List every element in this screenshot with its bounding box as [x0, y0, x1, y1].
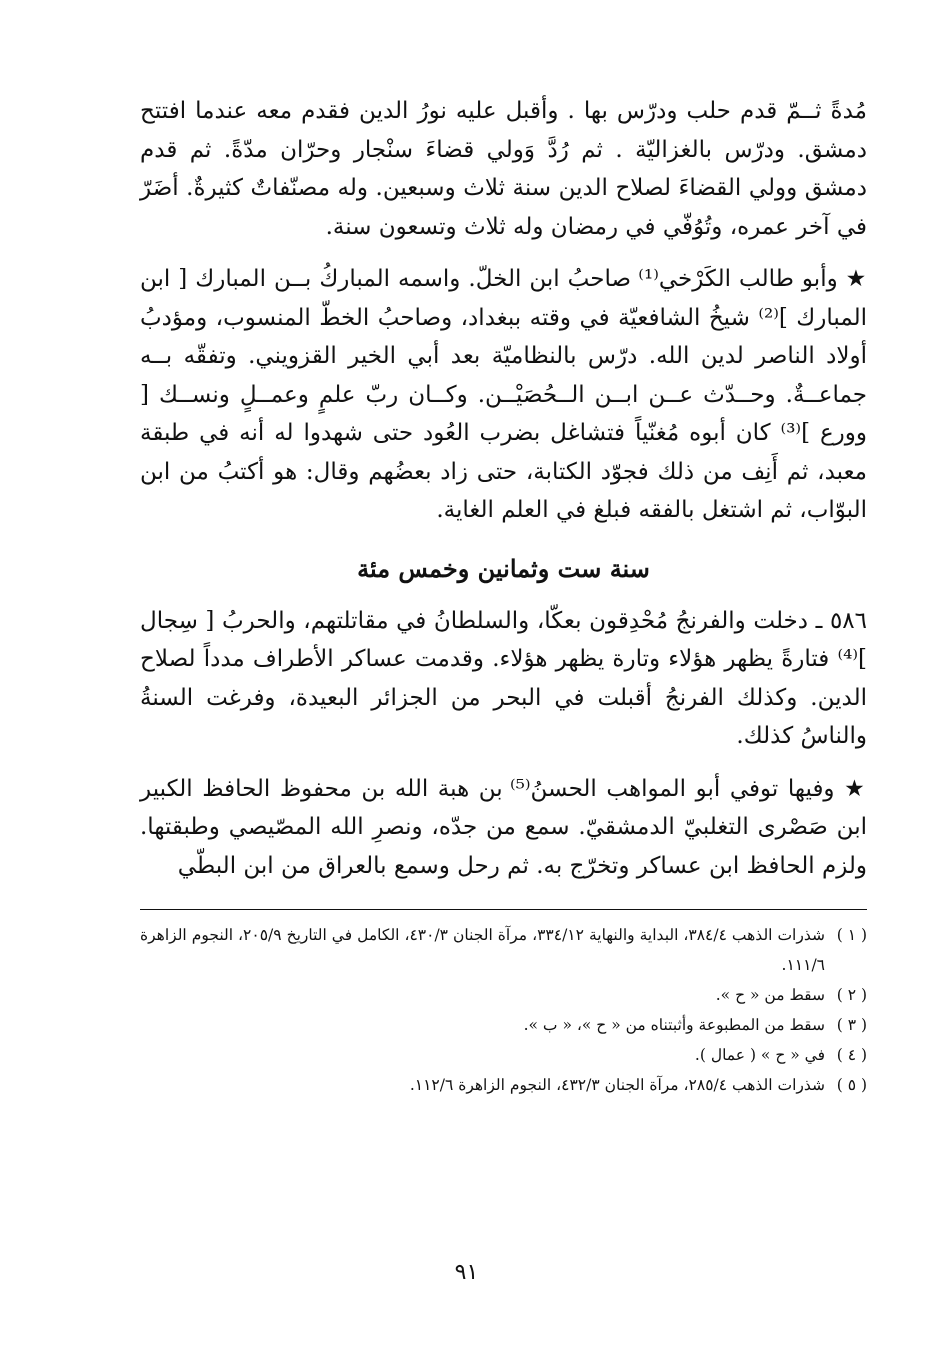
footnote-number: ( ٤ ): [836, 1046, 867, 1064]
footnote-3: [140, 1010, 867, 1040]
footnote-text: شذرات الذهب ٣٨٤/٤، البداية والنهاية ٣٣٤/١٢، مرآة الجنان ٤٣٠/٣، الكامل في التاريخ ٢٠٥/٩، النجوم الزاهرة ١١١/٦.: [140, 926, 825, 974]
footnote-4: [140, 1040, 867, 1070]
footnote-text: شذرات الذهب ٢٨٥/٤، مرآة الجنان ٤٣٢/٣، النجوم الزاهرة ١١٢/٦.: [409, 1076, 825, 1094]
paragraph-4: ★ وفيها توفي أبو المواهب الحسنُ⁽⁵⁾ بن هبة الله بن محفوظ الحافظ الكبير ابن صَصْرى التغلبيّ الدمشقيّ. سمع من جدّه، ونصرِ الله المصّيصي وطبقتها. ولزم الحافظ ابن عساكر وتخرّج به. ثم رحل وسمع بالعراق من ابن البطّي: [140, 775, 867, 879]
footnote-5: [140, 1070, 867, 1100]
footnote-divider: [140, 909, 867, 910]
paragraph-3: ٥٨٦ ـ دخلت والفرنجُ مُحْدِقون بعكّا، والسلطانُ في مقاتلتهم، والحربُ [ سِجال ]⁽⁴⁾ فتارةً يظهر هؤلاء وتارة يظهر هؤلاء. وقدمت عساكر الأطراف مدداً لصلاح الدين. وكذلك الفرنجُ أقبلت في البحر من الجزائر البعيدة، وفرغت السنةُ والناسُ كذلك.: [140, 607, 867, 749]
footnote-1: [140, 920, 867, 980]
paragraph-2: ★ وأبو طالب الكَرْخي⁽¹⁾ صاحبُ ابن الخلّ. واسمه المباركُ بــن المبارك [ ابن المبارك ]⁽²⁾ شيخُ الشافعيّة في وقته ببغداد، وصاحبُ الخطّ المنسوب، ومؤدبُ أولاد الناصر لدين الله. درّس بالنظاميّة بعد أبي الخير القزويني. وتفقّه بــه جماعــةٌ. وحــدّث عــن ابــن الــحُصَيْــن. وكــان ربّ علمٍ وعمــلٍ ونســك [ وورع ]⁽³⁾ كان أبوه مُغنّياً فتشاغل بضرب العُود حتى شهدوا له أنه في طبقة معبد، ثم أَنِف من ذلك فجوّد الكتابة، حتى زاد بعضُهم وقال: هو أكتبُ من ابن البوّاب، ثم اشتغل بالفقه فبلغ في العلم الغاية.: [140, 266, 868, 523]
footnote-2: [140, 980, 867, 1010]
section-title: سنة ست وثمانين وخمس مئة: [357, 553, 650, 583]
footnote-number: ( ٣ ): [836, 1016, 867, 1034]
footnote-text: سقط من « ح ».: [715, 986, 825, 1004]
page-body: [140, 92, 867, 1100]
footnote-number: ( ١ ): [836, 926, 867, 944]
page-number: ٩١: [454, 1260, 479, 1285]
footnote-number: ( ٥ ): [836, 1076, 867, 1094]
paragraph-1: مُدةً ثــمّ قدم حلب ودرّس بها . وأقبل عليه نورُ الدين فقدم معه عندما افتتح دمشق. ودرّس بالغزاليّة . ثم رُدَّ وَولي قضاءَ سنْجار وحرّان مدّةً. ثم قدم دمشق وولي القضاءَ لصلاح الدين سنة ثلاث وسبعين. وله مصنّفاتٌ كثيرةٌ. أضَرّ في آخر عمره، وتُوُفّي في رمضان وله ثلاث وتسعون سنة.: [140, 98, 867, 240]
footnote-number: ( ٢ ): [836, 986, 867, 1004]
footnotes: [140, 920, 867, 1100]
footnote-text: سقط من المطبوعة وأثبتناه من « ح »، « ب ».: [523, 1016, 825, 1034]
footnote-text: في « ح » ( عمال ).: [694, 1046, 825, 1064]
